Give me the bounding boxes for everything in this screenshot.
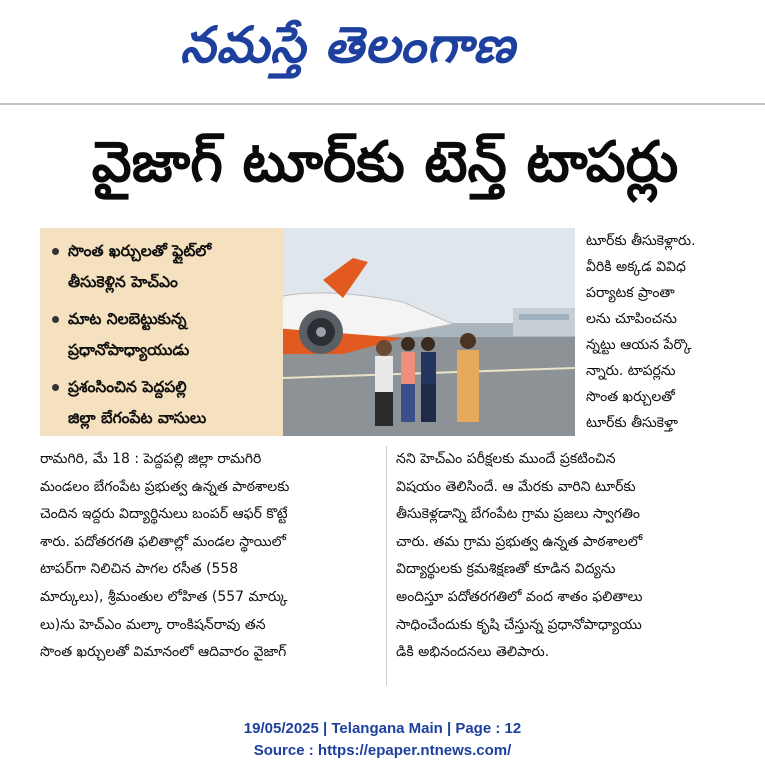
article-line: న్నారు. టాపర్లను [586, 363, 676, 379]
article-line: న్నట్టు ఆయన పేర్కొ [586, 337, 692, 353]
edition-info: 19/05/2025 | Telangana Main | Page : 12 [243, 720, 522, 737]
airport-photo-illustration [283, 228, 575, 436]
highlight-line: జిల్లా బేగంపేట వాసులు [68, 409, 207, 427]
column-divider [386, 446, 387, 686]
highlight-item [50, 236, 277, 298]
article-column-right [396, 446, 736, 676]
article-line: చెందిన ఇద్దరు విద్యార్థినులు బంపర్ ఆఫర్ కొట్టే [40, 506, 288, 523]
article-line: సాధించేందుకు కృషి చేస్తున్న ప్రధానోపాధ్యాయు [396, 616, 642, 633]
highlight-line: ప్రధానోపాధ్యాయుడు [68, 341, 190, 359]
masthead-divider [0, 103, 765, 105]
article-line: తీసుకెళ్లడాన్ని బేగంపేట గ్రామ ప్రజలు స్వాగతిం [396, 506, 641, 523]
article-headline: వైజాగ్ టూర్‌కు టెన్త్ టాపర్లు [91, 130, 679, 195]
article-line: సొంత ఖర్చులతో [586, 389, 675, 405]
article-line: టూర్‌కు తీసుకెళ్లారు. [586, 233, 696, 249]
article-line: శారు. పదోతరగతి ఫలితాల్లో మండల స్థాయిలో [40, 533, 287, 550]
article-line: విషయం తెలిసిందే. ఆ మేరకు వారిని టూర్‌కు [396, 478, 636, 495]
article-column-top-right [586, 228, 758, 438]
article-line: చారు. తమ గ్రామ ప్రభుత్వ ఉన్నత పాఠశాలలో [396, 533, 643, 550]
highlight-item [50, 304, 277, 366]
highlight-line: ప్రశంసించిన పెద్దపల్లి [68, 378, 187, 396]
highlight-line: మాట నిలబెట్టుకున్న [68, 310, 187, 328]
article-line: సొంత ఖర్చులతో విమానంలో ఆదివారం వైజాగ్ [40, 644, 287, 661]
bullet-icon [52, 384, 59, 391]
page-footer [0, 718, 765, 766]
article-photo [283, 228, 575, 436]
highlight-item [50, 372, 277, 434]
article-line: నని హెచ్‌ఎం పరీక్షలకు ముందే ప్రకటించిన [396, 451, 616, 467]
article-line: వీరికి అక్కడ వివిధ [586, 259, 686, 275]
article-line: మండలం బేగంపేట ప్రభుత్వ ఉన్నత పాఠశాలకు [40, 478, 290, 495]
masthead [0, 0, 765, 100]
highlights-box [40, 228, 283, 436]
highlight-line: సొంత ఖర్చులతో ఫ్లైట్‌లో [68, 242, 212, 260]
article-line: అందిస్తూ పదోతరగతిలో వంద శాతం ఫలితాలు [396, 588, 643, 605]
article-column-left [40, 446, 375, 676]
article-line: లను చూపించను [586, 311, 677, 327]
bullet-icon [52, 248, 59, 255]
article-line: టూర్‌కు తీసుకెళ్తా [586, 415, 678, 431]
bullet-icon [52, 316, 59, 323]
article-line: డికి అభినందనలు తెలిపారు. [396, 644, 550, 661]
article-line: పర్యాటక ప్రాంతా [586, 285, 675, 301]
article-line: టాపర్‌గా నిలిచిన పాగల రసీత (558 [40, 561, 239, 578]
article-line: రామగిరి, మే 18 : పెద్దపల్లి జిల్లా రామగిరి [40, 451, 262, 467]
article-line: లు)ను హెచ్‌ఎం మల్కా రాంకిషన్‌రావు తన [40, 616, 266, 633]
article-line: విద్యార్థులకు క్రమశిక్షణతో కూడిన విద్యను [396, 561, 616, 578]
source-link[interactable]: Source : https://epaper.ntnews.com/ [253, 742, 512, 759]
highlight-line: తీసుకెళ్లిన హెచ్‌ఎం [68, 273, 178, 291]
newspaper-logo: నమస్తే తెలంగాణ [180, 16, 516, 74]
article-line: మార్కులు), శ్రీమంతుల లోహిత (557 మార్కు [40, 588, 288, 605]
